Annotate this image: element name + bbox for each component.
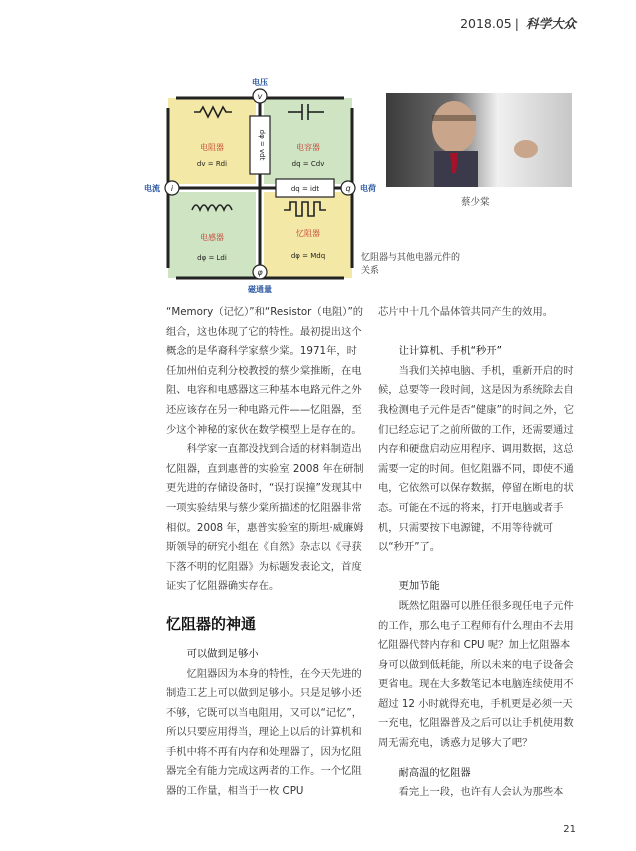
flux-var: φ	[257, 268, 263, 277]
charge-label: 电荷	[360, 184, 376, 193]
voltage-label: 电压	[252, 78, 268, 87]
magazine-name: 科学大众	[525, 16, 576, 31]
charge-relation-label: dq = idt	[290, 185, 320, 193]
paragraph: 当我们关掉电脑、手机，重新开启的时候，总要等一段时间，这是因为系统除去自我检测电子元件是否“健康”的时间之外，它们已经忘记了之前所做的工作，还需要通过内存和硬盘启动应用程序、调用数据，这总需要一定的时间。但忆阻器不同，即使不通电，它依然可以保存数据，停留在断电的状态。可能在不远的将来，打开电脑或者手机，只需要按下电源键，不用等待就可以“秒开”了。	[378, 364, 575, 554]
page-number: 21	[563, 824, 576, 835]
left-column	[166, 303, 364, 802]
inductor-label: 电感器	[200, 233, 224, 242]
current-label: 电流	[144, 184, 160, 193]
memristor-label: 忆阻器	[296, 229, 320, 238]
resistor-equation: dv = Rdi	[196, 160, 228, 168]
section-title: 忆阻器的神通	[166, 614, 257, 633]
flux-label: 磁通量	[248, 285, 272, 294]
paragraph: 看完上一段，也许有人会认为那些本	[398, 786, 564, 799]
capacitor-label: 电容器	[296, 143, 320, 152]
right-column	[378, 303, 578, 803]
voltage-var: v	[257, 92, 263, 101]
subheading: 让计算机、手机“秒开”	[398, 345, 502, 358]
subheading: 耐高温的忆阻器	[398, 766, 471, 779]
current-var: i	[170, 184, 174, 193]
flux-relation-label: dφ = vdt	[258, 129, 266, 161]
paragraph: 既然忆阻器可以胜任很多现任电子元件的工作，那么电子工程师有什么理由不去用忆阻器代替内存和 CPU 呢？加上忆阻器本身可以做到低耗能，所以未来的电子设备会更省电。现在大多数笔记本电脑连续使用不超过 12 小时就得充电，手机更是必须一天一充电，忆阻器普及之后可以让手机使用数周无需充电，诱惑力足够大了吧？	[378, 599, 574, 750]
photo-caption: 蔡少棠	[461, 197, 490, 208]
paragraph: “Memory（记忆）”和“Resistor（电阻）”的组合，这也体现了它的特性。最初提出这个概念的是华裔科学家蔡少棠。1971年，时任加州伯克利分校教授的蔡少棠推断，在电阻、电容和电感器这三种基本电路元件之外还应该存在另一种电路元件——忆阻器，至少这个神秘的家伙在数学模型上是存在的。	[166, 306, 364, 436]
paragraph: 忆阻器因为本身的特性，在今天先进的制造工艺上可以做到足够小。只是足够小还不够，它既可以当电阻用，又可以“记忆”，所以只要应用得当，理论上以后的计算机和手机中将不再有内存和处理器了，因为忆阻器完全有能力完成这两者的工作。一个忆阻器的工作量，相当于一枚 CPU	[166, 667, 363, 798]
subheading: 可以做到足够小	[186, 647, 259, 660]
page-header: 2018.05 | 科学大众	[460, 16, 576, 31]
issue-date: 2018.05	[460, 16, 512, 31]
memristor-equation: dφ = Mdq	[290, 252, 326, 260]
paragraph: 科学家一直都没找到合适的材料制造出忆阻器，直到惠普的实验室 2008 年在研制更先进的存储设备时，“误打误撞”发现其中一项实验结果与蔡少棠所描述的忆阻器非常相似。2008 年，惠普实验室的斯坦·威廉姆斯领导的研究小组在《自然》杂志以《寻获下落不明的忆阻器》为标题发表论文，首度证实了忆阻器确实存在。	[166, 443, 364, 593]
resistor-label: 电阻器	[200, 143, 224, 152]
inductor-equation: dφ = Ldi	[197, 254, 227, 262]
capacitor-equation: dq = Cdv	[291, 160, 325, 168]
circuit-element-diagram	[144, 78, 376, 294]
portrait-photo	[386, 93, 572, 187]
diagram-caption: 忆阻器与其他电器元件的关系	[361, 253, 461, 276]
subheading: 更加节能	[398, 580, 440, 593]
paragraph: 芯片中十几个晶体管共同产生的效用。	[378, 306, 554, 318]
charge-var: q	[345, 184, 351, 193]
quadrant-resistor	[168, 98, 256, 184]
